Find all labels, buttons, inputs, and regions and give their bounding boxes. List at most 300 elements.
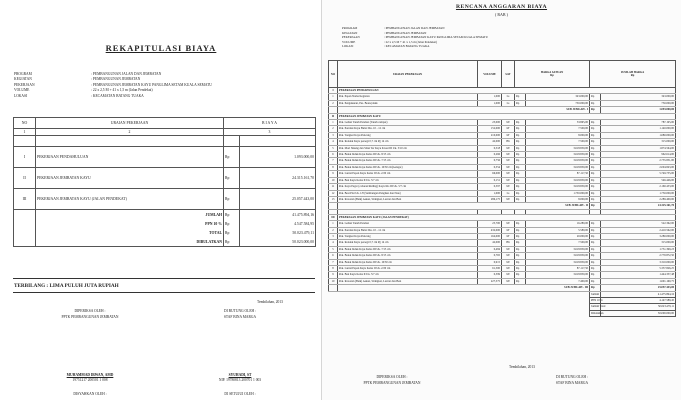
row-currency: Rp <box>515 265 526 271</box>
row-volume: 0,399 <box>478 272 502 278</box>
rab-col-no: NO <box>329 61 338 88</box>
row-currency: Rp <box>590 164 601 170</box>
sig-right-nip: NIP. 19780813 200701 1 003 <box>218 378 262 382</box>
row-volume: 1,000 <box>478 190 502 196</box>
row-volume: 42,000 <box>478 240 502 246</box>
rab-table <box>328 60 676 317</box>
info-value: : 22 x 2,5 M + 41 x 1,5 m (Jalan Pendekat) <box>384 39 438 44</box>
info-row <box>14 83 314 88</box>
row-currency: Rp <box>224 189 240 210</box>
row-currency: Rp <box>515 272 526 278</box>
recap-title: REKAPITULASI BIAYA <box>105 43 217 53</box>
row-no: III <box>14 189 36 210</box>
info-row <box>14 72 314 77</box>
row-desc: PEKERJAAN PENDAHULUAN <box>36 147 224 168</box>
row-currency: Rp <box>590 227 601 233</box>
table-row <box>14 189 316 210</box>
total-value: 50.000.000,00 <box>601 310 676 316</box>
row-no: 7 <box>329 259 338 265</box>
row-price: 3.618.850,00 <box>526 145 590 151</box>
row-volume: 0,484 <box>478 246 502 252</box>
row-volume: 0,765 <box>478 253 502 259</box>
row-volume: 1,000 <box>478 100 502 106</box>
row-desc: Pek. Tongkat Kayu Pancang <box>338 233 478 239</box>
row-price: 3.618.850,00 <box>526 177 590 183</box>
row-currency: Rp <box>590 132 601 138</box>
row-no: 3 <box>329 132 338 138</box>
row-currency: Rp <box>515 196 526 202</box>
row-price: 1.750.000,00 <box>526 190 590 196</box>
row-unit: M³ <box>502 177 515 183</box>
info-value: : PEMBANGUNAN JEMBATAN KAYU PANGLIMA SETAM KUALA SEMATU <box>384 35 489 40</box>
row-total: 2.004.843,00 <box>601 164 676 170</box>
row-unit: Bh <box>502 139 515 145</box>
row-price: 87.117,50 <box>526 265 590 271</box>
row-currency: Rp <box>590 285 601 291</box>
row-currency: Rp <box>515 184 526 190</box>
row-unit: M³ <box>502 158 515 164</box>
row-unit: M' <box>502 126 515 132</box>
row-currency: Rp <box>590 240 601 246</box>
row-no: 13 <box>329 196 338 202</box>
info-key: LOKASI <box>342 44 354 49</box>
rab-sig-left-org: PPTK PEMBANGUNAN JEMBATAN <box>363 381 421 385</box>
row-price: 3.618.850,00 <box>526 272 590 278</box>
row-currency: Rp <box>590 152 601 158</box>
total-blank <box>14 237 36 247</box>
row-unit: M³ <box>502 253 515 259</box>
row-unit: M² <box>502 278 515 284</box>
rab-col-unit: SAT <box>502 61 515 88</box>
row-total: 750.000,00 <box>601 100 676 106</box>
row-total: 2.735.851,00 <box>601 158 676 164</box>
row-currency: Rp <box>515 190 526 196</box>
row-total: 962.614,00 <box>601 152 676 158</box>
sig-left-nip: 19751217 200501 1 008 <box>72 378 108 382</box>
row-currency: Rp <box>515 139 526 145</box>
row-price: 5.580,00 <box>526 227 590 233</box>
row-no: 6 <box>329 152 338 158</box>
total-label: PPN 10 % <box>36 219 224 228</box>
total-blank <box>14 219 36 228</box>
total-blank <box>14 228 36 237</box>
row-desc: Pek. Pengukuran, Pas. Bouwplank <box>338 100 478 106</box>
row-volume: 0,597 <box>478 184 502 190</box>
info-value: : PEMBANGUNAN JEMBATAN <box>384 30 427 35</box>
row-no: 10 <box>329 278 338 284</box>
row-desc: Pek. Galian Tanah Pondasi <box>338 221 478 227</box>
total-row <box>14 210 316 220</box>
info-row <box>14 94 314 99</box>
info-row <box>14 77 314 82</box>
row-price: 20.000,00 <box>526 233 590 239</box>
row-unit: M³ <box>502 152 515 158</box>
row-currency: Rp <box>515 120 526 126</box>
total-row <box>14 219 316 228</box>
row-price: 87.117,50 <box>526 171 590 177</box>
total-label: JUMLAH <box>36 210 224 220</box>
rab-col-price: HARGA SATUAN Rp <box>515 61 590 88</box>
row-desc: Pek. Mori Sikung dan Silan Ter Kayu Kl.uat III Uk. 5/10 cm <box>338 145 478 151</box>
total-currency: Rp <box>224 228 240 237</box>
row-no: II <box>329 113 338 119</box>
row-no: 5 <box>329 145 338 151</box>
row-currency: Rp <box>590 177 601 183</box>
info-key: PEKERJAAN <box>342 35 360 40</box>
row-price: 343.000,00 <box>526 94 590 100</box>
row-no: 1 <box>329 120 338 126</box>
row-desc: Pek. Rondek Kayu persegi 0,7 cm Pg 14 cm <box>338 139 478 145</box>
rab-sig-right-role: DI BUTUNG OLEH : <box>555 375 589 379</box>
info-key: PROGRAM <box>14 72 32 76</box>
row-price: 7.500,00 <box>526 126 590 132</box>
rab-title: RENCANA ANGGARAN BIAYA <box>455 4 548 10</box>
info-key: KEGIATAN <box>342 30 358 35</box>
row-no: 11 <box>329 184 338 190</box>
row-desc: Pek. Balok Induk Kayu Kelas III Uk. 10/30 cm <box>338 259 478 265</box>
row-no: 8 <box>329 164 338 170</box>
row-desc: Pek. Balok Induk Kayu Kelas III Uk. 8/15 cm <box>338 253 478 259</box>
row-desc: Pek. Balok Induk Kayu Kelas III Uk. 7/15 cm <box>338 158 478 164</box>
row-desc: Pek. Kayu Pagar (cabaran/Railing) Kayu Kls III Uk. 5/7 cm <box>338 184 478 190</box>
row-no: 5 <box>329 246 338 252</box>
row-currency: Rp <box>515 152 526 158</box>
row-volume: 23,000 <box>478 120 502 126</box>
row-volume: 152,000 <box>478 126 502 132</box>
row-currency: Rp <box>590 253 601 259</box>
row-desc: Pek. Ban Kayu Kelas II Uk. 5/7 cm <box>338 272 478 278</box>
row-desc: Pek. Balok Induk Kayu Kelas III Uk. 7/15 cm <box>338 246 478 252</box>
row-volume: 42,000 <box>478 139 502 145</box>
row-value: 24.315.161,70 <box>240 168 316 189</box>
rab-sig-right-org: STAF BINA MARGA <box>555 381 589 385</box>
row-no: 3 <box>329 233 338 239</box>
info-value: : KECAMATAN BATANG TUAKA <box>384 44 430 49</box>
sig-left-org: PPTK PEMBANGUNAN JEMBATAN <box>61 315 119 319</box>
info-value: : PEMBANGUNAN JEMBATAN KAYU PANGLIMA SETAM KUALA SEMATU <box>91 82 212 87</box>
row-total: 5.749.755,00 <box>601 171 676 177</box>
row-desc: SUB JUMLAH - II <box>338 203 590 209</box>
row-currency: Rp <box>590 259 601 265</box>
sign-date: Tembilahan, 2013 <box>257 300 283 304</box>
info-key: PEKERJAAN <box>14 82 35 87</box>
row-unit: M² <box>502 196 515 202</box>
total-value: 50.023.479,11 <box>240 228 316 237</box>
row-no: 2 <box>329 227 338 233</box>
row-total: 3.310.000,00 <box>601 259 676 265</box>
row-no: 10 <box>329 177 338 183</box>
row-desc: PEKERJAAN PENDAHULUAN <box>338 88 676 94</box>
row-desc: SUB JUMLAH - III <box>338 285 590 291</box>
col-number: 2 <box>36 129 224 136</box>
sig-left-bottom: DISYAHKAN OLEH : <box>73 392 107 396</box>
row-price: 33.865,00 <box>526 120 590 126</box>
row-currency: Rp <box>515 253 526 259</box>
total-row <box>14 237 316 247</box>
row-total: 315.000,00 <box>601 240 676 246</box>
recap-table <box>13 117 316 247</box>
row-price: 7.500,00 <box>526 240 590 246</box>
total-value: 4.547.584,95 <box>240 219 316 228</box>
row-price: 7.500,00 <box>526 139 590 145</box>
row-volume: 1,000 <box>478 94 502 100</box>
row-price: 3.618.850,00 <box>526 164 590 170</box>
row-currency: Rp <box>590 120 601 126</box>
row-desc: Pek. Papan Nama Kegiatan <box>338 94 478 100</box>
row-currency: Rp <box>515 100 526 106</box>
row-currency: Rp <box>590 203 601 209</box>
row-total: 522.362,00 <box>601 221 676 227</box>
total-value: 41.475.894,16 <box>601 291 676 297</box>
row-total: 1.691.160,75 <box>601 278 676 284</box>
total-blank <box>329 310 590 316</box>
row-total: 787.195,00 <box>601 120 676 126</box>
row-price: 3.618.850,00 <box>526 246 590 252</box>
row-currency: Rp <box>590 265 601 271</box>
amount-in-words: TERBILANG : LIMA PULUH JUTA RUPIAH <box>14 283 119 289</box>
row-currency: Rp <box>590 196 601 202</box>
rab-col-total: JUMLAH HARGA Rp <box>590 61 676 88</box>
row-volume: 0,756 <box>478 158 502 164</box>
row-currency: Rp <box>590 171 601 177</box>
total-value: 4.147.589,45 <box>601 298 676 304</box>
rab-page <box>322 0 681 400</box>
total-blank <box>14 210 36 220</box>
row-volume: 210,000 <box>478 132 502 138</box>
row-desc: Pek. Galian Tanah Pondasi (Tanah campur) <box>338 120 478 126</box>
row-unit: M³ <box>502 120 515 126</box>
row-price: 3.618.850,00 <box>526 152 590 158</box>
row-currency: Rp <box>515 158 526 164</box>
row-no: 7 <box>329 158 338 164</box>
row-currency: Rp <box>590 272 601 278</box>
row-desc: Pek. Balok Induk Kayu Kelas III Uk. 8/15 cm <box>338 152 478 158</box>
row-total: 2.770.872,50 <box>601 253 676 259</box>
table-row <box>14 168 316 189</box>
total-value: 50.023.000,00 <box>240 237 316 247</box>
row-currency: Rp <box>590 184 601 190</box>
row-total: 1.750.000,00 <box>601 190 676 196</box>
row-unit: M³ <box>502 272 515 278</box>
rab-col-volume: VOLUME <box>478 61 502 88</box>
row-price: 750.000,00 <box>526 100 590 106</box>
col-cost-header: B I A Y A <box>224 118 316 129</box>
row-price: 7.400,00 <box>526 278 590 284</box>
row-desc: SUB JUMLAH - I <box>338 107 590 113</box>
row-currency: Rp <box>590 145 601 151</box>
row-total: 3.280.000,00 <box>601 233 676 239</box>
row-no: III <box>329 214 338 220</box>
row-total: 2.289.400,00 <box>601 196 676 202</box>
row-currency: Rp <box>515 164 526 170</box>
row-no: 4 <box>329 240 338 246</box>
row-currency: Rp <box>590 190 601 196</box>
row-currency: Rp <box>515 227 526 233</box>
row-no: 12 <box>329 190 338 196</box>
row-unit: Ls <box>502 100 515 106</box>
row-price: 8.000,00 <box>526 132 590 138</box>
row-desc: Pek. Lantai Papan Kayu Kelas II Uk. 2/20 cm <box>338 171 478 177</box>
info-row <box>14 88 314 93</box>
col-no-header: NO <box>14 118 36 129</box>
row-desc: PEKERJAAN JEMBATAN KAYU <box>338 113 676 119</box>
info-value: : 22 x 2,5 M + 41 x 1,5 m (Jalan Pendekat) <box>91 88 153 93</box>
info-key: KEGIATAN <box>14 77 32 82</box>
row-no: 8 <box>329 265 338 271</box>
row-no: 9 <box>329 171 338 177</box>
sig-right-role: DI BUTUNG OLEH : <box>223 309 257 313</box>
total-label: TOTAL <box>36 228 224 237</box>
rab-subtitle: ( RAB ) <box>495 12 508 17</box>
sig-right-org: STAF BINA MARGA <box>223 315 257 319</box>
row-price: 3.618.850,00 <box>526 184 590 190</box>
row-desc: Pek. Lantai Papan Kayu Kelas II Uk. 2/20 cm <box>338 265 478 271</box>
row-volume: 61,500 <box>478 265 502 271</box>
row-unit: M³ <box>502 145 515 151</box>
row-total: 1.874.564,00 <box>601 145 676 151</box>
row-currency: Rp <box>515 246 526 252</box>
row-currency: Rp <box>590 158 601 164</box>
row-no: 6 <box>329 253 338 259</box>
col-desc-header: URAIAN PEKERJAAN <box>36 118 224 129</box>
row-currency: Rp <box>515 171 526 177</box>
row-total: 2.160.453,00 <box>601 184 676 190</box>
row-unit: M' <box>502 227 515 233</box>
row-desc: PEKERJAAN JEMBATAN KAYU (JALAN PENDEKAT) <box>36 189 224 210</box>
info-row <box>342 45 662 49</box>
row-total: 315.000,00 <box>601 139 676 145</box>
row-unit: M³ <box>502 259 515 265</box>
row-currency: Rp <box>515 145 526 151</box>
row-volume: 0,554 <box>478 164 502 170</box>
row-currency: Rp <box>224 147 240 168</box>
row-desc: Pek. Besi Plat Uk. 1/8 (Sambungan Pengikat dan Nate) <box>338 190 478 196</box>
row-no: I <box>14 147 36 168</box>
total-currency: Rp <box>224 237 240 247</box>
row-total: 546.446,00 <box>601 177 676 183</box>
row-volume: 0,518 <box>478 145 502 151</box>
row-unit: M³ <box>502 221 515 227</box>
row-volume: 227,575 <box>478 278 502 284</box>
row-currency: Rp <box>590 107 601 113</box>
row-unit: M³ <box>502 164 515 170</box>
row-volume: 0,915 <box>478 259 502 265</box>
row-desc: Pek. Rawatan (Baik) Aakan, Siringkai, Lastrat dan Besi <box>338 278 478 284</box>
row-currency: Rp <box>590 94 601 100</box>
total-currency: Rp <box>224 219 240 228</box>
row-unit: M³ <box>502 246 515 252</box>
row-volume: 0,266 <box>478 152 502 158</box>
total-value: 41.475.894,16 <box>240 210 316 220</box>
row-currency: Rp <box>515 240 526 246</box>
total-row <box>329 310 676 316</box>
row-currency: Rp <box>590 278 601 284</box>
row-currency: Rp <box>224 168 240 189</box>
row-no: II <box>14 168 36 189</box>
row-price: 8.000,00 <box>526 196 590 202</box>
row-no: 1 <box>329 221 338 227</box>
info-key: LOKASI <box>14 93 28 98</box>
col-number: 3 <box>224 129 316 136</box>
row-desc: Pek. Pondasi Kayu Bulat Dia. 10 - 12 cm <box>338 227 478 233</box>
row-volume: 25,700 <box>478 221 502 227</box>
row-total: 1.680.000,00 <box>601 132 676 138</box>
row-total: 2.410.562,00 <box>601 227 676 233</box>
row-currency: Rp <box>590 126 601 132</box>
row-unit: M' <box>502 132 515 138</box>
row-total: 1.751.399,23 <box>601 246 676 252</box>
row-total: 343.000,00 <box>601 94 676 100</box>
sig-left-name: MUHAMMAD IRWAN, AMD <box>66 373 114 377</box>
row-total: 1.093.000,00 <box>601 107 676 113</box>
info-key: VOLUME <box>342 39 356 44</box>
row-no: 1 <box>329 94 338 100</box>
row-total: 24.325.161,70 <box>601 203 676 209</box>
info-key: PROGRAM <box>342 26 358 30</box>
row-currency: Rp <box>515 177 526 183</box>
row-currency: Rp <box>515 278 526 284</box>
row-unit: Bh <box>502 240 515 246</box>
row-currency: Rp <box>590 233 601 239</box>
row-currency: Rp <box>515 233 526 239</box>
row-price: 3.618.850,00 <box>526 259 590 265</box>
total-label: Jumlah Total <box>591 305 606 309</box>
info-value: : PEMBANGUNAN JEMBATAN <box>91 77 141 82</box>
row-desc: Pek. Rawatan (Baik) Aakan, Siringkai, Lastrat dan Besi <box>338 196 478 202</box>
row-currency: Rp <box>590 246 601 252</box>
row-no: 2 <box>329 100 338 106</box>
sig-right-name: SYUHADI, ST <box>228 373 252 377</box>
row-desc: Pek. Balok Induk Kayu Kelas III Uk. 10/30 cm(Gelagar) <box>338 164 478 170</box>
row-value: 1.093.000,00 <box>240 147 316 168</box>
info-key: VOLUME <box>14 88 30 93</box>
row-unit: M' <box>502 233 515 239</box>
row-unit: Ls <box>502 190 515 196</box>
row-volume: 286,175 <box>478 196 502 202</box>
col-number: 1 <box>14 129 36 136</box>
row-total: 1.140.000,00 <box>601 126 676 132</box>
total-currency: Rp <box>224 210 240 220</box>
total-row <box>14 228 316 237</box>
row-price: 3.618.850,00 <box>526 253 590 259</box>
row-volume: 66,000 <box>478 171 502 177</box>
row-currency: Rp <box>515 126 526 132</box>
total-label: Jumlah <box>591 292 600 296</box>
rab-sign-date: Tembilahan, 2013 <box>509 365 535 369</box>
row-volume: 164,000 <box>478 233 502 239</box>
row-unit: M² <box>502 171 515 177</box>
row-no: 4 <box>329 139 338 145</box>
row-unit: M² <box>502 265 515 271</box>
row-no: 2 <box>329 126 338 132</box>
total-label: PPN 10 % <box>591 299 603 302</box>
row-total: 5.357.826,25 <box>601 265 676 271</box>
table-row <box>14 147 316 168</box>
info-value: : PEMBANGUNAN JALAN DAN JEMBATAN <box>91 72 162 76</box>
row-total: 25.057.443,00 <box>601 285 676 291</box>
row-currency: Rp <box>590 139 601 145</box>
rab-col-desc: URAIAN PEKERJAAN <box>338 61 478 88</box>
rab-sig-left-role: DIPERIKSA OLEH : <box>376 375 408 379</box>
info-value: : KECAMATAN BATANG TUAKA <box>91 93 144 98</box>
total-label: DIBULATKAN <box>36 237 224 247</box>
row-total: 1.444.357,48 <box>601 272 676 278</box>
row-price: 16.280,00 <box>526 221 590 227</box>
row-volume: 432,000 <box>478 227 502 233</box>
info-value: : PEMBANGUNAN JALAN DAN JEMBATAN <box>384 26 445 30</box>
row-desc: Pek. Rondek Kayu persegi 0,7 cm Pg 14 cm <box>338 240 478 246</box>
row-desc: Pek. Pondasi Kayu Bulat Dia. 10 - 12 cm <box>338 126 478 132</box>
